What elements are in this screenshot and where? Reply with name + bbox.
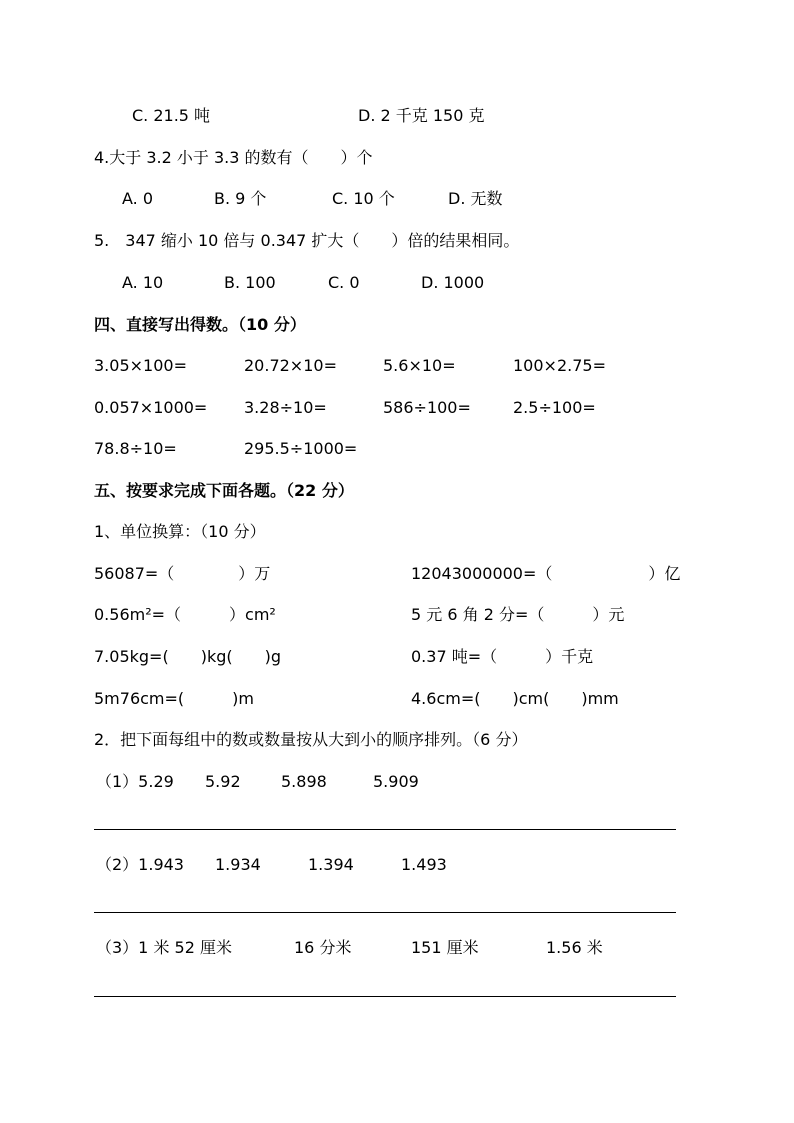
order-item: （1）5.29 bbox=[96, 772, 174, 791]
calc-item: 586÷100= bbox=[383, 398, 471, 417]
section5-title: 五、按要求完成下面各题。（22 分） bbox=[94, 481, 354, 500]
calc-item: 0.057×1000= bbox=[94, 398, 208, 417]
q5-option-d: D. 1000 bbox=[421, 273, 485, 292]
calc-item: 100×2.75= bbox=[513, 356, 606, 375]
q5-option-c: C. 0 bbox=[328, 273, 360, 292]
calc-item: 5.6×10= bbox=[383, 356, 456, 375]
order-item: 1.934 bbox=[215, 855, 261, 874]
conversion-item: 56087=（ ）万 bbox=[94, 564, 271, 583]
q4-option-a: A. 0 bbox=[122, 189, 154, 208]
order-item: 1.56 米 bbox=[546, 938, 603, 957]
calc-item: 78.8÷10= bbox=[94, 439, 177, 458]
conversion-item: 5 元 6 角 2 分=（ ）元 bbox=[411, 605, 625, 624]
conversion-item: 4.6cm=( )cm( )mm bbox=[411, 689, 619, 708]
calc-item: 20.72×10= bbox=[244, 356, 337, 375]
q4-stem: 4.大于 3.2 小于 3.3 的数有（ ）个 bbox=[94, 148, 373, 167]
order-item: 1.493 bbox=[401, 855, 447, 874]
q3-option-d: D. 2 千克 150 克 bbox=[358, 106, 485, 125]
order-item: 5.898 bbox=[281, 772, 327, 791]
answer-line bbox=[94, 829, 676, 830]
order-item: 151 厘米 bbox=[411, 938, 479, 957]
answer-line bbox=[94, 912, 676, 913]
calc-item: 2.5÷100= bbox=[513, 398, 596, 417]
order-item: 1.394 bbox=[308, 855, 354, 874]
conversion-item: 12043000000=（ ）亿 bbox=[411, 564, 681, 583]
calc-item: 3.05×100= bbox=[94, 356, 187, 375]
order-item: 5.909 bbox=[373, 772, 419, 791]
calc-item: 3.28÷10= bbox=[244, 398, 327, 417]
q4-option-d: D. 无数 bbox=[448, 189, 503, 208]
order-item: （3）1 米 52 厘米 bbox=[96, 938, 232, 957]
order-item: 16 分米 bbox=[294, 938, 352, 957]
q4-option-c: C. 10 个 bbox=[332, 189, 395, 208]
conversion-item: 0.37 吨=（ ）千克 bbox=[411, 647, 594, 666]
answer-line bbox=[94, 996, 676, 997]
q5-option-a: A. 10 bbox=[122, 273, 164, 292]
conversion-item: 7.05kg=( )kg( )g bbox=[94, 647, 282, 666]
conversion-item: 0.56m²=（ ）cm² bbox=[94, 605, 276, 624]
order-item: （2）1.943 bbox=[96, 855, 184, 874]
q5-stem: 5. 347 缩小 10 倍与 0.347 扩大（ ）倍的结果相同。 bbox=[94, 231, 520, 250]
sub1-title: 1、单位换算：（10 分） bbox=[94, 522, 266, 541]
calc-item: 295.5÷1000= bbox=[244, 439, 358, 458]
order-item: 5.92 bbox=[205, 772, 241, 791]
conversion-item: 5m76cm=( )m bbox=[94, 689, 254, 708]
section4-title: 四、直接写出得数。（10 分） bbox=[94, 315, 306, 334]
q4-option-b: B. 9 个 bbox=[214, 189, 267, 208]
sub2-title: 2．把下面每组中的数或数量按从大到小的顺序排列。（6 分） bbox=[94, 730, 528, 749]
q5-option-b: B. 100 bbox=[224, 273, 276, 292]
q3-option-c: C. 21.5 吨 bbox=[132, 106, 211, 125]
